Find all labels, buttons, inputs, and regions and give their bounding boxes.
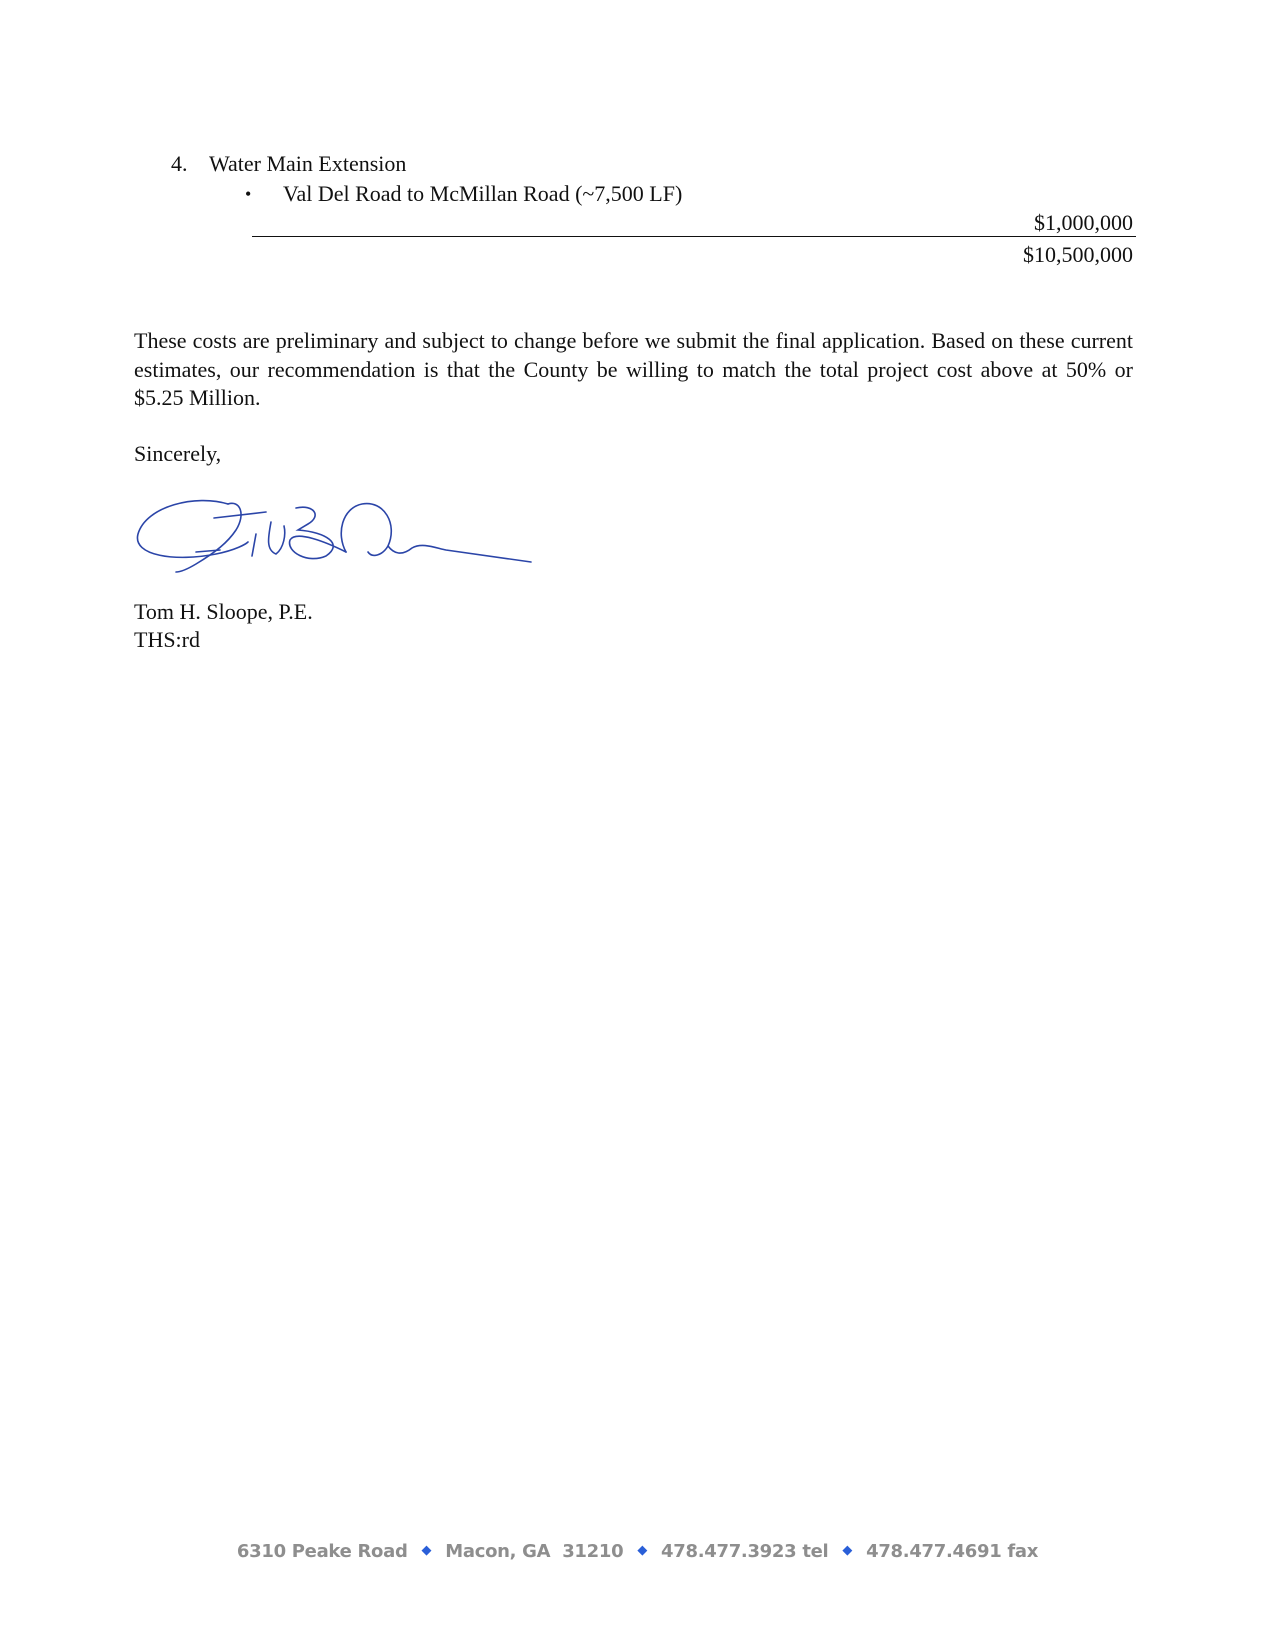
footer-city: Macon, GA 31210: [445, 1541, 624, 1562]
body-paragraph: These costs are preliminary and subject to change before we submit the final application. Based on these current estimates, our recommendation is that the County be willing to match the total project cost above at 50% or $5.25 Million.: [134, 328, 1133, 410]
bullet-icon: •: [245, 184, 252, 204]
closing-salutation: Sincerely,: [134, 441, 222, 466]
signer-name: Tom H. Sloope, P.E.: [134, 599, 313, 624]
diamond-separator-icon: ◆: [842, 1543, 853, 1558]
footer-phone: 478.477.3923 tel: [661, 1541, 829, 1562]
signature-image: [136, 494, 556, 584]
list-item-title: Water Main Extension: [209, 151, 407, 176]
reference-initials: THS:rd: [134, 627, 200, 652]
diamond-separator-icon: ◆: [637, 1543, 648, 1558]
diamond-separator-icon: ◆: [421, 1543, 432, 1558]
list-subitem: Val Del Road to McMillan Road (~7,500 LF): [283, 181, 683, 206]
total-divider: [252, 236, 1136, 237]
letterhead-footer: [0, 1541, 1275, 1562]
item-cost: $1,000,000: [1034, 210, 1133, 235]
footer-fax: 478.477.4691 fax: [866, 1541, 1039, 1562]
footer-address: 6310 Peake Road: [236, 1541, 408, 1562]
total-cost: $10,500,000: [1023, 242, 1133, 267]
list-item-number: 4.: [171, 151, 188, 176]
